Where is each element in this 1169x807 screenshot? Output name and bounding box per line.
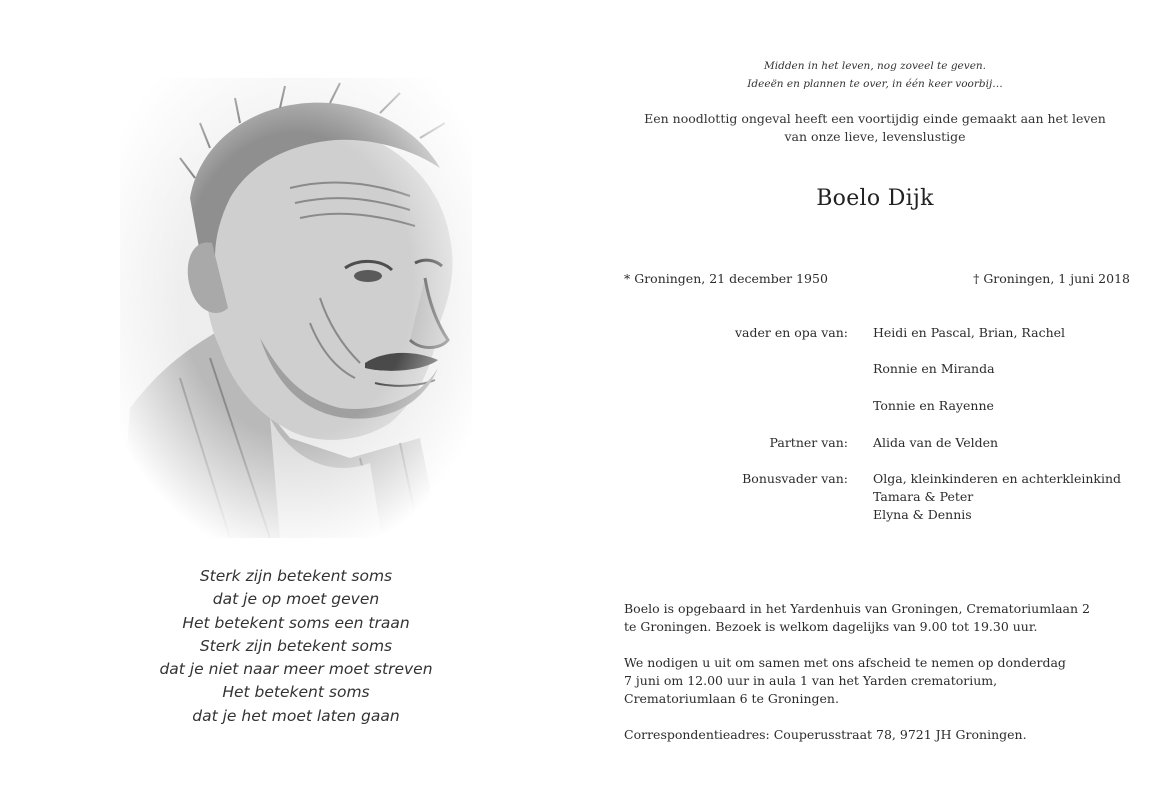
- info-line: te Groningen. Bezoek is welkom dagelijks van 9.00 tot 19.30 uur.: [624, 619, 1038, 634]
- farewell-info: [624, 654, 1144, 708]
- ceremony-info: [624, 600, 1144, 762]
- relation-value: Tamara & Peter: [873, 489, 974, 504]
- motto-line: Midden in het leven, nog zoveel te geven.: [763, 60, 987, 72]
- relation-value: Ronnie en Miranda: [873, 361, 995, 376]
- relation-label: Bonusvader van:: [742, 471, 848, 486]
- relation-value: Olga, kleinkinderen en achterkleinkind: [873, 471, 1122, 486]
- poem-line: dat je op moet geven: [212, 590, 380, 609]
- portrait-drawing: [120, 78, 472, 538]
- info-line: We nodigen u uit om samen met ons afscheid te nemen op donderdag: [624, 655, 1066, 670]
- poem-line: dat je niet naar meer moet streven: [159, 660, 433, 679]
- relation-value: Heidi en Pascal, Brian, Rachel: [873, 325, 1066, 340]
- relation-label: Partner van:: [769, 435, 848, 450]
- relation-label: vader en opa van:: [734, 325, 848, 340]
- info-line: 7 juni om 12.00 uur in aula 1 van het Yarden crematorium,: [624, 673, 998, 688]
- birth-info: * Groningen, 21 december 1950: [624, 271, 828, 286]
- deceased-name: Boelo Dijk: [816, 186, 934, 211]
- intro-line: Een noodlottig ongeval heeft een voortijdig einde gemaakt aan het leven: [644, 111, 1106, 126]
- viewing-info: [624, 600, 1144, 636]
- poem-line: Sterk zijn betekent soms: [199, 636, 393, 655]
- intro-text: [600, 110, 1150, 146]
- info-line: Boelo is opgebaard in het Yardenhuis van Groningen, Crematoriumlaan 2: [624, 601, 1090, 616]
- relation-value: Elyna & Dennis: [873, 507, 972, 522]
- death-info: † Groningen, 1 juni 2018: [973, 271, 1130, 286]
- poem-line: Sterk zijn betekent soms: [199, 567, 393, 585]
- motto-line: Ideeën en plannen te over, in één keer voorbij…: [747, 78, 1003, 90]
- info-line: Crematoriumlaan 6 te Groningen.: [624, 691, 839, 706]
- poem-line: Het betekent soms een traan: [182, 613, 410, 632]
- poem-line: dat je het moet laten gaan: [192, 706, 400, 725]
- motto: [600, 57, 1150, 93]
- correspondence-address: Correspondentieadres: Couperusstraat 78, 9721 JH Groningen.: [624, 727, 1027, 742]
- poem: [120, 565, 472, 728]
- poem-line: Het betekent soms: [222, 683, 370, 702]
- intro-line: van onze lieve, levenslustige: [784, 129, 966, 144]
- relation-value: Tonnie en Rayenne: [873, 398, 994, 413]
- relation-value: Alida van de Velden: [873, 435, 999, 450]
